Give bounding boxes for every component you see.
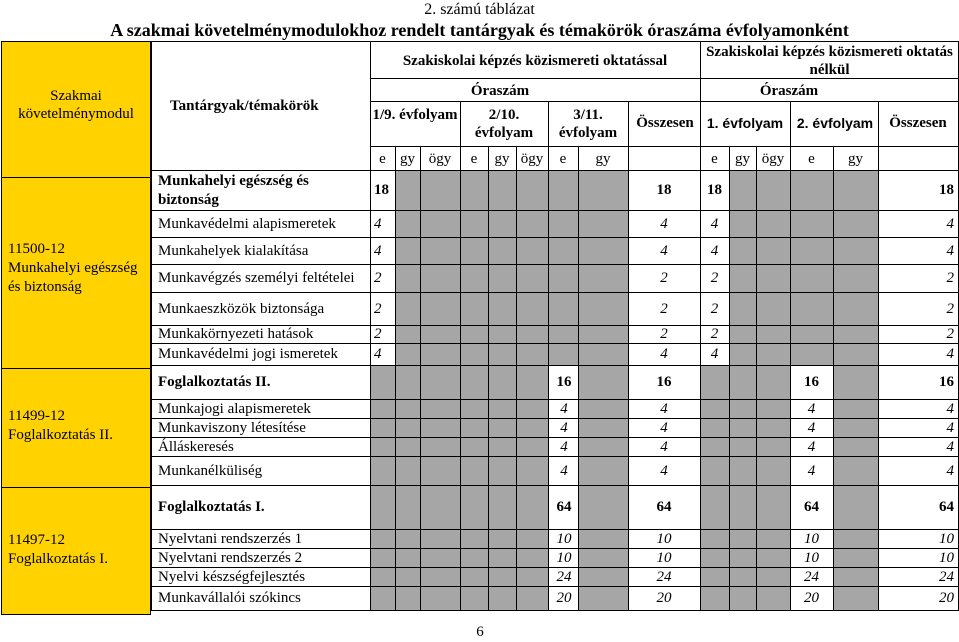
cell-value: 4 [710,216,719,232]
subheader-right-4: gy [848,151,863,167]
table-row [0,365,959,399]
grid-line [151,586,959,587]
cell-value: 4 [560,439,568,455]
cell-value: 10 [804,531,819,547]
row-label: Munkakörnyezeti hatások [158,326,314,342]
grid-line [151,365,959,366]
grid-line [878,101,879,611]
table-row [0,548,959,567]
grid-line [151,567,959,568]
subheader-left-3: e [470,151,478,167]
grid-line [151,292,959,293]
grid-line [151,237,959,238]
cell-value: 16 [939,374,954,390]
year-2-header: 2. évfolyam [796,115,874,131]
cell-value: 10 [656,531,672,547]
row-label: Foglalkoztatás II. [158,374,271,390]
year-2-10-header: 2/10. évfolyam [474,107,534,141]
cell-value: 4 [807,420,816,436]
grid-line [790,101,791,611]
grid-line [460,101,461,611]
cell-value: 64 [656,499,672,515]
row-label: Munkavédelmi jogi ismeretek [158,346,338,362]
grid-line [151,170,959,171]
grid-line [729,146,730,611]
grid-line [548,101,549,611]
cell-value: 2 [374,301,382,317]
cell-value: 2 [374,270,382,286]
row-label: Munkahelyek kialakítása [158,243,309,259]
cell-value: 24 [939,569,954,585]
with-general-header: Szakiskolai képzés közismereti oktatással [402,53,668,69]
cell-value: 16 [804,374,819,390]
row-label: Nyelvtani rendszerzés 2 [158,550,303,566]
cell-value: 2 [946,326,954,342]
cell-value: 2 [660,301,668,317]
row-label: Munkahelyi egészség és biztonság [158,173,309,208]
module-1-code: 11500-12 [8,241,65,257]
cell-value: 4 [710,346,719,362]
grid-line [578,146,579,611]
table-row [0,325,959,343]
table-row [0,586,959,610]
cell-value: 20 [804,590,819,606]
module-3-name: Foglalkoztatás I. [8,551,108,567]
row-label: Munkaeszközök biztonsága [158,301,325,317]
cell-value: 10 [939,550,954,566]
grid-line [151,437,959,438]
cell-value: 4 [560,401,568,417]
cell-value: 4 [660,243,668,259]
grid-line [151,610,959,611]
table-row [0,437,959,456]
grid-line [628,101,629,611]
cell-value: 4 [560,420,568,436]
cell-value: 24 [556,569,572,585]
grid-line [151,529,959,530]
table-number: 2. számú táblázat [424,1,535,18]
grid-line [516,146,517,611]
table-row [0,237,959,264]
cell-value: 64 [939,499,954,515]
grid-line [756,146,757,611]
module-3-code: 11497-12 [8,532,65,548]
cell-value: 4 [374,346,382,362]
cell-value: 24 [656,569,672,585]
module-2-code: 11499-12 [8,408,65,424]
module-2-name: Foglalkoztatás II. [8,427,113,443]
cell-value: 4 [946,401,954,417]
cell-value: 24 [804,569,819,585]
grid-line [151,41,959,42]
cell-value: 4 [946,216,954,232]
cell-value: 4 [374,216,382,232]
table-row [0,264,959,292]
module-1-name: Munkahelyi egészség és biztonság [8,260,138,295]
cell-value: 20 [656,590,672,606]
cell-value: 10 [804,550,819,566]
cell-value: 4 [660,420,668,436]
subheader-left-7: gy [595,151,611,167]
table-row [0,292,959,325]
subheader-right-2: ögy [761,151,785,167]
cell-value: 4 [660,401,668,417]
grid-line [151,41,152,611]
cell-value: 4 [946,420,954,436]
table-row [0,529,959,548]
total-right-header: Összesen [889,115,947,131]
year-1-9-header: 1/9. évfolyam [372,107,458,123]
cell-value: 4 [946,463,954,479]
grid-line [370,101,959,102]
cell-value: 4 [374,243,382,259]
cell-value: 16 [656,374,672,390]
row-label: Munkaviszony létesítése [158,420,306,436]
grid-line [151,399,959,400]
table-row [0,210,959,237]
grid-line [395,146,396,611]
without-general-header: Szakiskolai képzés közismereti oktatás nélkül [706,44,953,78]
cell-value: 10 [656,550,672,566]
subheader-left-2: ögy [428,151,452,167]
cell-value: 2 [710,270,719,286]
subheader-left-6: e [559,151,567,167]
row-label: Munkavállalói szókincs [158,590,301,606]
table-row [0,485,959,529]
cell-value: 4 [946,439,954,455]
cell-value: 4 [946,346,954,362]
cell-value: 20 [556,590,572,606]
subjects-header: Tantárgyak/témakörök [170,98,319,114]
cell-value: 18 [707,182,722,198]
cell-value: 18 [374,182,389,198]
cell-value: 4 [710,243,719,259]
table-row [0,170,959,210]
cell-value: 2 [946,270,954,286]
grid-line [151,456,959,457]
row-label: Munkajogi alapismeretek [158,401,311,417]
cell-value: 2 [374,326,382,342]
grid-line [833,146,834,611]
row-label: Munkavégzés személyi feltételei [158,270,355,286]
cell-value: 2 [710,301,719,317]
grid-line [151,210,959,211]
table-row [0,418,959,437]
table-row [0,456,959,485]
cell-value: 10 [556,550,572,566]
row-label: Munkanélküliség [158,463,263,479]
table-row [0,567,959,586]
subheader-left-0: e [379,151,386,167]
cell-value: 20 [939,590,954,606]
subheader-right-3: e [808,151,815,167]
module-header-cell [1,41,151,178]
table-row [0,399,959,418]
cell-value: 2 [710,326,719,342]
grid-line [370,41,371,611]
row-label: Foglalkoztatás I. [158,499,265,515]
grid-line [151,548,959,549]
cell-value: 4 [660,463,668,479]
cell-value: 4 [560,463,568,479]
subheader-right-1: gy [735,151,750,167]
cell-value: 10 [556,531,572,547]
module-header: Szakmai követelménymodul [18,88,134,122]
grid-line [420,146,421,611]
total-left-header: Összesen [636,115,694,131]
cell-value: 4 [660,439,668,455]
cell-value: 4 [807,439,816,455]
table-title: A szakmai követelménymodulokhoz rendelt tantárgyak és témakörök óraszáma évfolyamonként [110,20,849,40]
subheader-right-0: e [711,151,718,167]
year-3-11-header: 3/11. évfolyam [558,107,618,141]
cell-value: 64 [556,499,572,515]
cell-value: 4 [660,346,668,362]
cell-value: 4 [807,401,816,417]
row-label: Álláskeresés [158,439,234,455]
hours-left-header: Óraszám [470,83,530,99]
subheader-left-5: ögy [520,151,544,167]
cell-value: 16 [556,374,572,390]
subheader-left-4: gy [494,151,510,167]
page-number: 6 [476,624,484,640]
grid-line [151,325,959,326]
cell-value: 2 [660,326,668,342]
cell-value: 4 [946,243,954,259]
row-label: Nyelvi készségfejlesztés [158,569,306,585]
grid-line [151,264,959,265]
grid-line [370,146,959,147]
grid-line [151,343,959,344]
row-label: Nyelvtani rendszerzés 1 [158,531,303,547]
grid-line [370,78,959,79]
cell-value: 18 [939,182,954,198]
cell-value: 4 [807,463,816,479]
cell-value: 18 [656,182,672,198]
hours-right-header: Óraszám [759,83,819,99]
cell-value: 2 [660,270,668,286]
table-row [0,343,959,365]
year-1-header: 1. évfolyam [706,115,784,131]
grid-line [700,41,701,611]
cell-value: 64 [804,499,819,515]
cell-value: 2 [946,301,954,317]
cell-value: 10 [939,531,954,547]
grid-line [151,485,959,486]
cell-value: 4 [660,216,668,232]
grid-line [488,146,489,611]
grid-line [151,418,959,419]
row-label: Munkavédelmi alapismeretek [158,216,336,232]
subheader-left-1: gy [400,151,415,167]
